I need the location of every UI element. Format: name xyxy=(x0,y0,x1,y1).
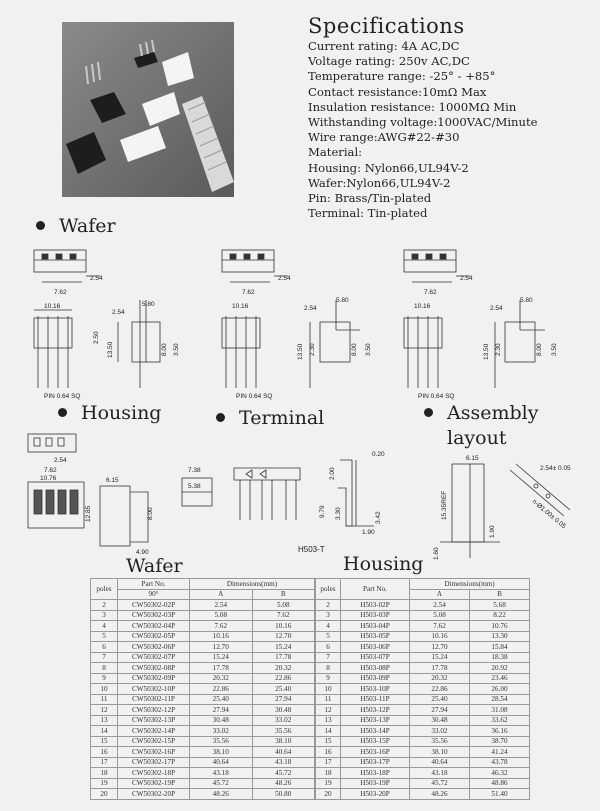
table-row xyxy=(91,694,315,705)
spec-wire-range: Wire range:AWG#22-#30 xyxy=(308,130,460,145)
table-cell: 16 xyxy=(91,747,118,758)
dim-label: 2.00 xyxy=(329,467,336,480)
table-cell: 45.72 xyxy=(410,778,470,789)
table-cell: 50.80 xyxy=(252,789,315,800)
table-cell: 13.30 xyxy=(470,631,530,642)
table-cell: 3 xyxy=(316,610,341,621)
table-row xyxy=(91,736,315,747)
pin-label: PIN 0.64 SQ xyxy=(236,393,273,400)
col-part-no: Part No. xyxy=(341,579,410,600)
table-row xyxy=(316,694,530,705)
table-cell: 43.78 xyxy=(470,757,530,768)
table-cell: 25.40 xyxy=(410,694,470,705)
table-cell: CW50302-10P xyxy=(118,684,190,695)
table-cell: 43.18 xyxy=(252,757,315,768)
table-cell: 5.08 xyxy=(252,600,315,611)
wafer-drawings xyxy=(0,240,600,410)
table-cell: 35.56 xyxy=(190,736,253,747)
table-cell: CW50302-14P xyxy=(118,726,190,737)
table-cell: 43.18 xyxy=(410,768,470,779)
table-cell: 48.26 xyxy=(252,778,315,789)
table-row xyxy=(91,726,315,737)
dim-label: 2.54± 0.05 xyxy=(540,465,571,472)
table-cell: 48.26 xyxy=(190,789,253,800)
table-cell: CW50302-07P xyxy=(118,652,190,663)
table-row xyxy=(316,778,530,789)
table-cell: 27.94 xyxy=(252,694,315,705)
table-cell: 12 xyxy=(316,705,341,716)
dim-label: 5.80 xyxy=(336,297,349,304)
table-cell: 43.18 xyxy=(190,768,253,779)
table-cell: CW50302-17P xyxy=(118,757,190,768)
table-cell: 27.94 xyxy=(190,705,253,716)
dim-label: 8.00 xyxy=(161,343,168,356)
specifications-title: Specifications xyxy=(308,14,465,38)
dim-label: 7.38 xyxy=(188,467,201,474)
table-cell: H503-02P xyxy=(341,600,410,611)
table-cell: H503-13P xyxy=(341,715,410,726)
dim-label: 5.38 xyxy=(188,483,201,490)
table-cell: 48.26 xyxy=(410,789,470,800)
wafer-section-heading: Wafer xyxy=(36,215,116,237)
table-cell: 5.08 xyxy=(190,610,253,621)
table-cell: CW50302-05P xyxy=(118,631,190,642)
dim-label: 8.00 xyxy=(147,507,154,520)
table-row xyxy=(316,684,530,695)
table-cell: H503-18P xyxy=(341,768,410,779)
dim-label: 3.50 xyxy=(365,343,372,356)
table-cell: 8 xyxy=(316,663,341,674)
dim-label: 10.16 xyxy=(232,303,249,310)
table-cell: 7 xyxy=(91,652,118,663)
table-cell: 6 xyxy=(91,642,118,653)
dim-label: 10.16 xyxy=(414,303,431,310)
table-cell: H503-06P xyxy=(341,642,410,653)
dim-label: 7.62 xyxy=(44,467,57,474)
table-cell: 8 xyxy=(91,663,118,674)
dim-label: 7.62 xyxy=(54,289,67,296)
table-cell: 17.78 xyxy=(252,652,315,663)
table-cell: 13 xyxy=(316,715,341,726)
table-cell: 40.64 xyxy=(252,747,315,758)
table-row xyxy=(91,652,315,663)
table-row xyxy=(316,600,530,611)
table-cell: 17 xyxy=(91,757,118,768)
table-cell: H503-04P xyxy=(341,621,410,632)
table-cell: 8.22 xyxy=(470,610,530,621)
pin-label: PIN 0.64 SQ xyxy=(418,393,455,400)
table-cell: 4 xyxy=(91,621,118,632)
spec-withstanding-voltage: Withstanding voltage:1000VAC/Minute xyxy=(308,115,538,130)
table-cell: 38.10 xyxy=(190,747,253,758)
dim-label: 2.54 xyxy=(460,275,473,282)
table-cell: 2.54 xyxy=(410,600,470,611)
table-cell: 12.70 xyxy=(190,642,253,653)
dim-label: 13.50 xyxy=(483,343,490,360)
table-cell: 25.40 xyxy=(190,694,253,705)
dim-label: 1.90 xyxy=(362,529,375,536)
table-row xyxy=(91,778,315,789)
table-cell: 25.40 xyxy=(252,684,315,695)
table-cell: 7 xyxy=(316,652,341,663)
wafer-dimension-table xyxy=(90,578,315,800)
table-cell: 5.08 xyxy=(410,610,470,621)
dim-label: 3.30 xyxy=(335,507,342,520)
housing-section-heading: Housing xyxy=(58,402,161,424)
table-cell: 6 xyxy=(316,642,341,653)
table-cell: CW50302-06P xyxy=(118,642,190,653)
dim-label: 9.79 xyxy=(319,505,326,518)
spec-insulation-resistance: Insulation resistance: 1000MΩ Min xyxy=(308,99,517,114)
specifications-list xyxy=(308,39,538,221)
dim-label: 13.50 xyxy=(107,341,114,358)
col-dimensions: Dimensions(mm) xyxy=(190,579,315,590)
table-cell: 35.56 xyxy=(252,726,315,737)
dim-label: 12.85 xyxy=(85,505,92,522)
table-cell: H503-16P xyxy=(341,747,410,758)
table-cell: 3 xyxy=(91,610,118,621)
housing-dimension-table xyxy=(315,578,530,800)
dim-label: 5.80 xyxy=(520,297,533,304)
table-cell: H503-10P xyxy=(341,684,410,695)
table-cell: 18 xyxy=(91,768,118,779)
terminal-part-label: H503-T xyxy=(298,545,325,554)
table-row xyxy=(91,757,315,768)
table-cell: 27.94 xyxy=(410,705,470,716)
wafer-table-title: Wafer xyxy=(126,555,183,577)
table-row xyxy=(91,747,315,758)
table-cell: H503-09P xyxy=(341,673,410,684)
col-part-no: Part No. xyxy=(118,579,190,590)
table-cell: 14 xyxy=(91,726,118,737)
table-cell: 2 xyxy=(316,600,341,611)
table-cell: 41.24 xyxy=(470,747,530,758)
dim-label: 3.50 xyxy=(173,343,180,356)
spec-wafer-material: Wafer:Nylon66,UL94V-2 xyxy=(308,175,451,190)
table-cell: H503-05P xyxy=(341,631,410,642)
table-cell: 15.84 xyxy=(470,642,530,653)
table-row xyxy=(91,621,315,632)
dim-label: 8.00 xyxy=(351,343,358,356)
col-a: A xyxy=(190,589,253,600)
dim-label: 2.54 xyxy=(54,457,67,464)
spec-housing-material: Housing: Nylon66,UL94V-2 xyxy=(308,160,469,175)
dim-label: 10.16 xyxy=(44,303,61,310)
table-cell: 20.92 xyxy=(470,663,530,674)
dim-label: 15.35REF xyxy=(441,490,448,520)
table-cell: 5 xyxy=(91,631,118,642)
table-row xyxy=(91,789,315,800)
table-cell: 10.76 xyxy=(470,621,530,632)
table-cell: H503-14P xyxy=(341,726,410,737)
table-cell: 16 xyxy=(316,747,341,758)
housing-terminal-assembly-drawings xyxy=(0,430,600,562)
dim-label: 1.60 xyxy=(433,547,440,560)
dim-label: 7.62 xyxy=(424,289,437,296)
table-row xyxy=(316,715,530,726)
table-cell: CW50302-20P xyxy=(118,789,190,800)
table-cell: 15.24 xyxy=(252,642,315,653)
table-cell: 5 xyxy=(316,631,341,642)
dim-label: 6.15 xyxy=(106,477,119,484)
assembly-section-heading: Assembly layout xyxy=(424,401,538,451)
spec-pin-material: Pin: Brass/Tin-plated xyxy=(308,191,432,206)
table-cell: H503-08P xyxy=(341,663,410,674)
table-cell: 38.10 xyxy=(252,736,315,747)
table-cell: H503-12P xyxy=(341,705,410,716)
dim-label: 2.54 xyxy=(112,309,125,316)
table-cell: 13 xyxy=(91,715,118,726)
table-row xyxy=(91,642,315,653)
bullet-icon xyxy=(36,221,45,230)
table-cell: 18.38 xyxy=(470,652,530,663)
table-row xyxy=(316,747,530,758)
table-cell: 15 xyxy=(316,736,341,747)
dim-label: 3.42 xyxy=(375,511,382,524)
table-cell: 22.86 xyxy=(190,684,253,695)
table-cell: 5.68 xyxy=(470,600,530,611)
table-cell: CW50302-09P xyxy=(118,673,190,684)
bullet-icon xyxy=(216,413,225,422)
table-cell: CW50302-02P xyxy=(118,600,190,611)
table-cell: CW50302-04P xyxy=(118,621,190,632)
table-cell: 10.16 xyxy=(190,631,253,642)
dim-label: 2.54 xyxy=(278,275,291,282)
table-cell: 7.62 xyxy=(252,610,315,621)
table-cell: 19 xyxy=(316,778,341,789)
table-row xyxy=(316,789,530,800)
table-row xyxy=(316,736,530,747)
table-cell: 33.02 xyxy=(190,726,253,737)
spec-material: Material: xyxy=(308,145,363,160)
table-cell: 20.32 xyxy=(190,673,253,684)
table-cell: CW50302-15P xyxy=(118,736,190,747)
dim-label: 8.00 xyxy=(536,343,543,356)
table-cell: 26.00 xyxy=(470,684,530,695)
table-row xyxy=(91,610,315,621)
table-cell: 33.62 xyxy=(470,715,530,726)
col-dimensions: Dimensions(mm) xyxy=(410,579,530,590)
spec-voltage-rating: Voltage rating: 250v AC,DC xyxy=(308,54,470,69)
table-cell: 38.70 xyxy=(470,736,530,747)
table-row xyxy=(316,610,530,621)
table-cell: 33.02 xyxy=(252,715,315,726)
table-cell: 17.78 xyxy=(190,663,253,674)
dim-label: 2.50 xyxy=(93,331,100,344)
table-cell: H503-11P xyxy=(341,694,410,705)
table-cell: 22.86 xyxy=(252,673,315,684)
col-a: A xyxy=(410,589,470,600)
table-cell: 4 xyxy=(316,621,341,632)
table-row xyxy=(316,726,530,737)
table-row xyxy=(91,631,315,642)
dim-label: 10.76 xyxy=(40,475,57,482)
table-cell: 15.24 xyxy=(410,652,470,663)
table-cell: 22.86 xyxy=(410,684,470,695)
table-row xyxy=(91,715,315,726)
table-cell: 17 xyxy=(316,757,341,768)
table-cell: 45.72 xyxy=(190,778,253,789)
col-poles: poles xyxy=(91,579,118,600)
table-cell: 10 xyxy=(91,684,118,695)
table-row xyxy=(316,768,530,779)
dim-label: 2.54 xyxy=(90,275,103,282)
table-cell: H503-17P xyxy=(341,757,410,768)
table-row xyxy=(316,705,530,716)
table-cell: 9 xyxy=(91,673,118,684)
dim-label: 0.20 xyxy=(372,451,385,458)
table-row xyxy=(316,652,530,663)
table-cell: 20 xyxy=(91,789,118,800)
table-cell: CW50302-03P xyxy=(118,610,190,621)
table-cell: 15 xyxy=(91,736,118,747)
table-cell: 12.70 xyxy=(252,631,315,642)
terminal-section-heading: Terminal xyxy=(216,407,324,429)
table-cell: 7.62 xyxy=(410,621,470,632)
table-cell: 10 xyxy=(316,684,341,695)
table-row xyxy=(91,600,315,611)
table-row xyxy=(316,642,530,653)
table-cell: 10.16 xyxy=(252,621,315,632)
table-cell: CW50302-08P xyxy=(118,663,190,674)
table-cell: CW50302-18P xyxy=(118,768,190,779)
table-cell: 15.24 xyxy=(190,652,253,663)
table-cell: 11 xyxy=(316,694,341,705)
dim-label: 5.80 xyxy=(142,301,155,308)
table-cell: 28.54 xyxy=(470,694,530,705)
table-cell: 46.32 xyxy=(470,768,530,779)
table-row xyxy=(316,673,530,684)
table-cell: H503-20P xyxy=(341,789,410,800)
table-row xyxy=(316,631,530,642)
table-cell: 35.56 xyxy=(410,736,470,747)
table-cell: H503-07P xyxy=(341,652,410,663)
table-cell: 20.32 xyxy=(410,673,470,684)
table-cell: H503-19P xyxy=(341,778,410,789)
table-cell: 7.62 xyxy=(190,621,253,632)
table-cell: 36.16 xyxy=(470,726,530,737)
table-cell: 31.08 xyxy=(470,705,530,716)
dim-label: 3.50 xyxy=(551,343,558,356)
table-cell: 2.54 xyxy=(190,600,253,611)
spec-current-rating: Current rating: 4A AC,DC xyxy=(308,39,460,53)
table-cell: 19 xyxy=(91,778,118,789)
dim-label: 2.54 xyxy=(490,305,503,312)
table-cell: H503-15P xyxy=(341,736,410,747)
table-row xyxy=(316,663,530,674)
table-row xyxy=(316,757,530,768)
table-cell: CW50302-19P xyxy=(118,778,190,789)
dim-label: 1.90 xyxy=(489,525,496,538)
table-cell: 30.48 xyxy=(410,715,470,726)
table-cell: CW50302-11P xyxy=(118,694,190,705)
table-row xyxy=(91,673,315,684)
table-cell: 12 xyxy=(91,705,118,716)
dim-label: 7.62 xyxy=(242,289,255,296)
table-cell: 11 xyxy=(91,694,118,705)
table-cell: 12.70 xyxy=(410,642,470,653)
table-row xyxy=(91,768,315,779)
col-poles: poles xyxy=(316,579,341,600)
dim-label: 13.50 xyxy=(297,343,304,360)
col-b: B xyxy=(252,589,315,600)
spec-contact-resistance: Contact resistance:10mΩ Max xyxy=(308,84,487,99)
table-cell: 40.64 xyxy=(410,757,470,768)
table-cell: 30.48 xyxy=(252,705,315,716)
dim-label: 2.30 xyxy=(495,343,502,356)
table-cell: 30.48 xyxy=(190,715,253,726)
table-row xyxy=(91,705,315,716)
table-cell: 10.16 xyxy=(410,631,470,642)
dim-label: 2.30 xyxy=(309,343,316,356)
dim-label: 2.54 xyxy=(304,305,317,312)
table-cell: 51.40 xyxy=(470,789,530,800)
dim-label: 6.15 xyxy=(466,455,479,462)
table-cell: 20 xyxy=(316,789,341,800)
table-cell: H503-03P xyxy=(341,610,410,621)
pin-label: PIN 0.64 SQ xyxy=(44,393,81,400)
table-row xyxy=(91,684,315,695)
table-row xyxy=(91,663,315,674)
table-cell: 17.78 xyxy=(410,663,470,674)
table-cell: 45.72 xyxy=(252,768,315,779)
spec-terminal-material: Terminal: Tin-plated xyxy=(308,206,428,221)
col-angle: 90° xyxy=(118,589,190,600)
table-cell: 18 xyxy=(316,768,341,779)
spec-temperature-range: Temperature range: -25° - +85° xyxy=(308,69,496,84)
table-cell: 9 xyxy=(316,673,341,684)
table-cell: 14 xyxy=(316,726,341,737)
table-cell: 23.46 xyxy=(470,673,530,684)
table-cell: 48.86 xyxy=(470,778,530,789)
table-cell: 2 xyxy=(91,600,118,611)
housing-table-title: Housing xyxy=(343,553,424,575)
table-cell: 38.10 xyxy=(410,747,470,758)
product-photo xyxy=(62,22,234,197)
dim-label: 4.90 xyxy=(136,549,149,556)
table-cell: CW50302-12P xyxy=(118,705,190,716)
table-cell: 33.02 xyxy=(410,726,470,737)
table-cell: 40.64 xyxy=(190,757,253,768)
dim-label: n-Ø1.00± 0.05 xyxy=(530,498,568,531)
table-cell: CW50302-16P xyxy=(118,747,190,758)
table-cell: CW50302-13P xyxy=(118,715,190,726)
table-cell: 20.32 xyxy=(252,663,315,674)
table-row xyxy=(316,621,530,632)
col-b: B xyxy=(470,589,530,600)
